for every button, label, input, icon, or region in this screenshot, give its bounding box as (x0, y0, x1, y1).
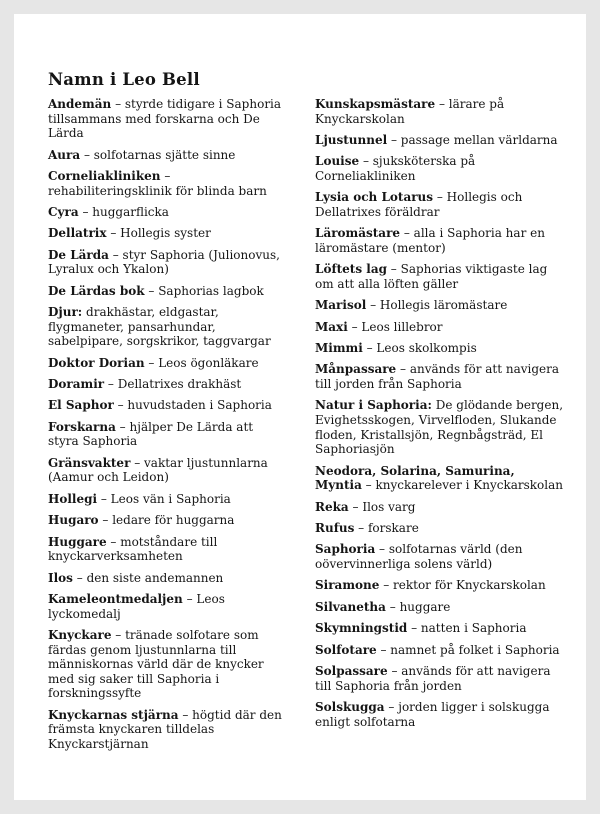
glossary-definition: – högtid där den främsta knyckaren tilldelas Knyckarstjärnan (48, 707, 282, 751)
glossary-definition: – namnet på folket i Saphoria (376, 642, 560, 657)
glossary-definition: – passage mellan världarna (387, 132, 558, 147)
glossary-entry (315, 154, 565, 183)
glossary-definition: – vaktar ljustunnlarna (Aamur och Leidon) (48, 455, 268, 485)
glossary-term: Ljustunnel (315, 132, 388, 147)
glossary-term: Siramone (315, 578, 380, 593)
glossary-term: Saphoria (315, 542, 376, 557)
glossary-term: Knyckare (48, 627, 112, 642)
glossary-term: Solskugga (315, 699, 385, 714)
glossary-definition: – Leos skolkompis (362, 341, 477, 356)
glossary-entry (48, 248, 286, 277)
glossary-entry (48, 305, 286, 349)
glossary-entry (48, 492, 286, 507)
book-page (14, 14, 586, 800)
glossary-entry (48, 148, 286, 163)
glossary-entry (315, 700, 565, 729)
glossary-term: Andemän (48, 97, 112, 111)
glossary-entry (48, 205, 286, 220)
glossary-definition: – Leos lillebror (347, 319, 443, 334)
glossary-term: Lysia och Lotarus (315, 190, 434, 205)
glossary-definition: – huggare (385, 599, 451, 614)
glossary-definition: – Leos lyckomedalj (48, 591, 225, 621)
glossary-definition: – Hollegis läromästare (366, 298, 508, 313)
glossary-term: Marisol (315, 298, 367, 313)
glossary-term: Reka (315, 499, 349, 514)
glossary-entry (315, 398, 565, 456)
glossary-term: Cyra (48, 204, 79, 219)
glossary-term: Rufus (315, 521, 355, 536)
glossary-definition: – Hollegis syster (106, 226, 211, 241)
glossary-term: Knyckarnas stjärna (48, 707, 179, 722)
glossary-term: Hugaro (48, 513, 99, 528)
glossary-definition: – används för att navigera till jorden från Saphoria (315, 362, 560, 392)
glossary-definition: – rektor för Knyckarskolan (379, 578, 546, 593)
glossary-term: Huggare (48, 534, 107, 549)
glossary-definition: – styr Saphoria (Julionovus, Lyralux och Ykalon) (48, 247, 280, 277)
glossary-entry (315, 542, 565, 571)
glossary-entry (315, 578, 565, 593)
glossary-definition: – jorden ligger i solskugga enligt solfotarna (315, 699, 550, 729)
glossary-term: Läromästare (315, 226, 401, 241)
glossary-left-column (48, 97, 286, 758)
glossary-definition: – Hollegis och Dellatrixes föräldrar (315, 190, 523, 219)
glossary-definition: – huvudstaden i Saphoria (113, 398, 272, 413)
glossary-entry (48, 513, 286, 528)
glossary-definition: – hjälper De Lärda att styra Saphoria (48, 419, 254, 449)
glossary-term: De Lärdas bok (48, 283, 145, 298)
glossary-entry (48, 456, 286, 485)
glossary-term: Skymningstid (315, 621, 408, 636)
glossary-entry (48, 535, 286, 564)
glossary-entry (315, 464, 565, 493)
glossary-entry (315, 600, 565, 615)
glossary-entry (315, 190, 565, 219)
glossary-definition: – knyckarelever i Knyckarskolan (361, 478, 564, 493)
glossary-entry (315, 362, 565, 391)
glossary-definition: – ledare för huggarna (98, 513, 235, 528)
glossary-entry (48, 708, 286, 752)
glossary-definition: – natten i Saphoria (407, 621, 527, 636)
glossary-definition: – sjuksköterska på Corneliakliniken (315, 154, 476, 183)
glossary-entry (48, 592, 286, 621)
glossary-term: Louise (315, 154, 360, 169)
glossary-entry (315, 664, 565, 693)
glossary-definition: – solfotarnas sjätte sinne (80, 147, 236, 162)
glossary-term: Mimmi (315, 341, 363, 356)
glossary-definition: – Ilos varg (348, 499, 416, 514)
glossary-entry (48, 628, 286, 701)
glossary-term: Dellatrix (48, 226, 107, 241)
glossary-term: Hollegi (48, 491, 98, 506)
glossary-entry (48, 169, 286, 198)
glossary-term: Solpassare (315, 663, 388, 678)
glossary-term: Doramir (48, 377, 105, 392)
glossary-definition: – Leos vän i Saphoria (97, 491, 231, 506)
glossary-term: Corneliakliniken (48, 168, 161, 183)
glossary-definition: – tränade solfotare som färdas genom ljustunnlarna till människornas värld där de knycker med sig saker till Saphoria i forskningssyfte (48, 627, 264, 701)
glossary-term: Gränsvakter (48, 455, 131, 470)
glossary-term: Forskarna (48, 419, 116, 434)
glossary-definition: – Saphorias viktigaste lag om att alla löften gäller (315, 262, 548, 291)
glossary-definition: – Dellatrixes drakhäst (104, 377, 242, 392)
glossary-entry (48, 420, 286, 449)
glossary-term: De Lärda (48, 247, 109, 262)
glossary-definition: – motståndare till knyckarverksamheten (48, 534, 218, 564)
glossary-term: Doktor Dorian (48, 355, 145, 370)
glossary-term: Solfotare (315, 642, 377, 657)
glossary-term: Löftets lag (315, 262, 387, 277)
glossary-definition: – styrde tidigare i Saphoria tillsammans med forskarna och De Lärda (48, 97, 282, 141)
glossary-definition: De glödande bergen, Evighetsskogen, Virvelfloden, Slukande floden, Kristallsjön, Regnbågsträd, El Saphoriasjön (315, 398, 564, 457)
glossary-entry (315, 643, 565, 658)
glossary-definition: – används för att navigera till Saphoria från jorden (315, 663, 551, 693)
glossary-definition: – den siste andemannen (72, 570, 224, 585)
glossary-entry (48, 356, 286, 371)
glossary-entry (315, 133, 565, 148)
glossary-definition: – lärare på Knyckarskolan (315, 97, 505, 126)
glossary-entry (315, 97, 565, 126)
glossary-entry (48, 284, 286, 299)
glossary-term: Neodora, Solarina, Samurina, Myntia (315, 463, 515, 493)
glossary-term: Djur: (48, 305, 83, 320)
glossary-term: Månpassare (315, 362, 397, 377)
glossary-entry (48, 398, 286, 413)
glossary-term: Silvanetha (315, 599, 386, 614)
glossary-entry (315, 521, 565, 536)
glossary-entry (315, 262, 565, 291)
page-title: Namn i Leo Bell (48, 70, 200, 89)
glossary-entry (48, 571, 286, 586)
glossary-entry (315, 341, 565, 356)
glossary-entry (48, 97, 286, 141)
glossary-entry (315, 500, 565, 515)
glossary-definition: – Saphorias lagbok (144, 283, 264, 298)
glossary-term: El Saphor (48, 398, 114, 413)
glossary-term: Maxi (315, 319, 348, 334)
glossary-entry (48, 377, 286, 392)
glossary-term: Natur i Saphoria: (315, 398, 432, 413)
glossary-definition: – solfotarnas värld (den oövervinnerliga solens värld) (315, 542, 523, 571)
glossary-definition: – forskare (354, 521, 419, 536)
glossary-right-column (315, 97, 565, 736)
glossary-definition: – Leos ögonläkare (144, 355, 259, 370)
glossary-entry (315, 320, 565, 335)
glossary-entry (48, 226, 286, 241)
glossary-definition: – huggarflicka (78, 204, 169, 219)
glossary-definition: – rehabiliteringsklinik för blinda barn (48, 168, 267, 198)
glossary-entry (315, 298, 565, 313)
glossary-entry (315, 226, 565, 255)
glossary-entry (315, 621, 565, 636)
glossary-term: Kameleontmedaljen (48, 591, 183, 606)
glossary-term: Ilos (48, 570, 73, 585)
glossary-definition: drakhästar, eldgastar, flygmaneter, pansarhundar, sabelpipare, sorgskrikor, taggvargar (48, 305, 271, 349)
glossary-term: Kunskapsmästare (315, 97, 436, 111)
glossary-term: Aura (48, 147, 81, 162)
glossary-definition: – alla i Saphoria har en läromästare (mentor) (315, 226, 545, 255)
